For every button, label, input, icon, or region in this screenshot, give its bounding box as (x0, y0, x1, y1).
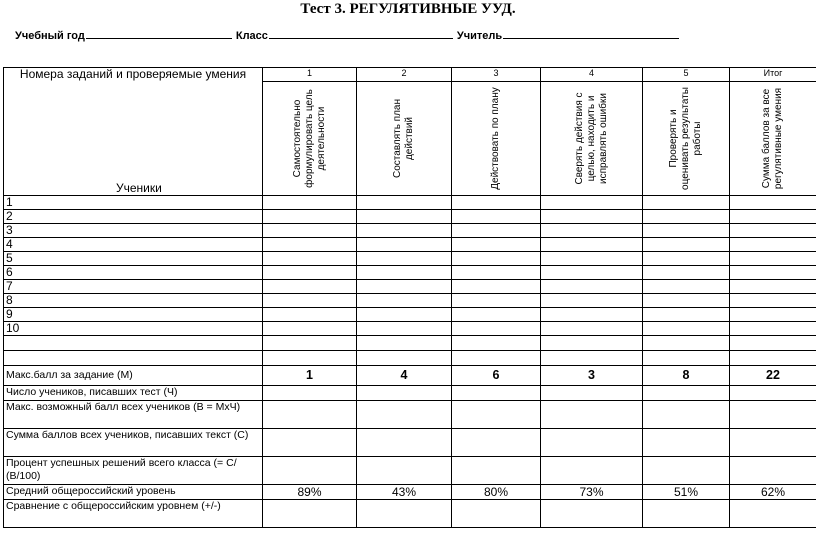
score-cell[interactable] (452, 266, 541, 280)
score-cell[interactable] (357, 224, 452, 238)
score-cell[interactable] (263, 280, 357, 294)
student-number: 1 (4, 196, 263, 210)
summary-row (4, 457, 816, 485)
score-cell[interactable] (643, 196, 730, 210)
summary-value[interactable] (730, 401, 816, 429)
summary-value[interactable] (263, 401, 357, 429)
summary-label: Процент успешных решений всего класса (= С/ (В/100) (4, 457, 263, 485)
score-cell[interactable] (643, 266, 730, 280)
summary-label: Сравнение с общероссийским уровнем (+/-) (4, 500, 263, 528)
score-cell[interactable] (541, 252, 643, 266)
score-cell[interactable] (730, 266, 816, 280)
summary-value: 6 (452, 366, 541, 386)
blank-cell[interactable] (643, 336, 730, 351)
summary-row (4, 366, 816, 386)
blank-cell[interactable] (643, 351, 730, 366)
score-cell[interactable] (730, 280, 816, 294)
score-cell[interactable] (643, 308, 730, 322)
summary-row (4, 500, 816, 528)
student-number: 6 (4, 266, 263, 280)
summary-value[interactable] (643, 401, 730, 429)
task-number-total: Итог (730, 68, 816, 82)
summary-value[interactable] (541, 500, 643, 528)
score-cell[interactable] (643, 294, 730, 308)
summary-value: 8 (643, 366, 730, 386)
score-cell[interactable] (541, 266, 643, 280)
score-cell[interactable] (263, 210, 357, 224)
skill-label-2: Составлять план действий (392, 98, 415, 178)
summary-row (4, 386, 816, 401)
score-cell[interactable] (541, 210, 643, 224)
score-cell[interactable] (541, 196, 643, 210)
summary-value[interactable] (452, 401, 541, 429)
score-cell[interactable] (730, 210, 816, 224)
summary-value[interactable] (541, 401, 643, 429)
summary-row (4, 401, 816, 429)
summary-label: Средний общероссийский уровень (4, 485, 263, 500)
summary-value[interactable] (541, 386, 643, 401)
blank-cell[interactable] (730, 336, 816, 351)
student-number: 9 (4, 308, 263, 322)
score-cell[interactable] (357, 294, 452, 308)
summary-value[interactable] (452, 429, 541, 457)
task-number-5: 5 (643, 68, 730, 82)
score-cell[interactable] (357, 210, 452, 224)
summary-value: 51% (643, 485, 730, 500)
student-row (4, 280, 816, 294)
score-cell[interactable] (730, 308, 816, 322)
teacher-field-line[interactable] (503, 28, 679, 39)
student-row (4, 238, 816, 252)
blank-cell[interactable] (452, 336, 541, 351)
score-cell[interactable] (357, 308, 452, 322)
summary-value[interactable] (541, 457, 643, 485)
score-cell[interactable] (357, 322, 452, 336)
score-cell[interactable] (541, 294, 643, 308)
summary-label: Число учеников, писавших тест (Ч) (4, 386, 263, 401)
student-number: 5 (4, 252, 263, 266)
summary-label: Макс. возможный балл всех учеников (В = МхЧ) (4, 401, 263, 429)
score-cell[interactable] (643, 238, 730, 252)
summary-value[interactable] (730, 429, 816, 457)
summary-row (4, 485, 816, 500)
skill-header-total (730, 82, 816, 196)
score-cell[interactable] (357, 266, 452, 280)
score-cell[interactable] (263, 322, 357, 336)
score-cell[interactable] (730, 224, 816, 238)
skill-header-2 (357, 82, 452, 196)
score-cell[interactable] (541, 308, 643, 322)
summary-value[interactable] (357, 386, 452, 401)
task-number-4: 4 (541, 68, 643, 82)
student-row (4, 294, 816, 308)
summary-value[interactable] (263, 457, 357, 485)
score-cell[interactable] (643, 224, 730, 238)
blank-cell[interactable] (730, 351, 816, 366)
student-number: 7 (4, 280, 263, 294)
student-number: 4 (4, 238, 263, 252)
score-cell[interactable] (357, 196, 452, 210)
summary-value[interactable] (263, 386, 357, 401)
summary-value[interactable] (730, 500, 816, 528)
summary-value[interactable] (452, 386, 541, 401)
score-cell[interactable] (452, 238, 541, 252)
skill-label-4: Сверять действия с целью, находить и исправлять ошибки (573, 91, 609, 185)
score-cell[interactable] (730, 196, 816, 210)
summary-value[interactable] (643, 386, 730, 401)
summary-value[interactable] (263, 500, 357, 528)
student-row (4, 308, 816, 322)
skill-label-1: Самостоятельно формулировать цель деятельности (291, 88, 327, 188)
summary-value[interactable] (452, 500, 541, 528)
student-number: 2 (4, 210, 263, 224)
summary-value: 80% (452, 485, 541, 500)
score-cell[interactable] (452, 280, 541, 294)
student-number: 3 (4, 224, 263, 238)
task-number-1: 1 (263, 68, 357, 82)
summary-value[interactable] (357, 457, 452, 485)
students-label: Ученики (116, 181, 162, 195)
score-cell[interactable] (730, 238, 816, 252)
score-cell[interactable] (452, 308, 541, 322)
score-cell[interactable] (263, 238, 357, 252)
score-cell[interactable] (643, 210, 730, 224)
student-row (4, 252, 816, 266)
score-cell[interactable] (452, 210, 541, 224)
results-table (3, 67, 816, 528)
summary-value: 3 (541, 366, 643, 386)
student-row (4, 322, 816, 336)
score-cell[interactable] (357, 280, 452, 294)
student-row (4, 210, 816, 224)
class-field-line[interactable] (269, 28, 453, 39)
score-cell[interactable] (357, 252, 452, 266)
summary-value: 4 (357, 366, 452, 386)
student-number: 10 (4, 322, 263, 336)
score-cell[interactable] (263, 252, 357, 266)
summary-value[interactable] (643, 429, 730, 457)
blank-row (4, 351, 816, 366)
student-number: 8 (4, 294, 263, 308)
summary-value[interactable] (357, 401, 452, 429)
skill-header-5 (643, 82, 730, 196)
score-cell[interactable] (541, 238, 643, 252)
blank-cell[interactable] (541, 351, 643, 366)
summary-value[interactable] (541, 429, 643, 457)
blank-cell[interactable] (357, 351, 452, 366)
class-label: Класс (235, 30, 268, 42)
task-number-row (4, 68, 816, 82)
summary-value: 89% (263, 485, 357, 500)
blank-cell[interactable] (4, 336, 263, 351)
skill-header-3 (452, 82, 541, 196)
summary-value: 1 (263, 366, 357, 386)
teacher-label: Учитель (456, 30, 503, 42)
summary-row (4, 429, 816, 457)
score-cell[interactable] (730, 322, 816, 336)
score-cell[interactable] (263, 308, 357, 322)
summary-label: Сумма баллов всех учеников, писавших текст (С) (4, 429, 263, 457)
summary-value[interactable] (643, 500, 730, 528)
year-label: Учебный год (15, 30, 85, 42)
skill-label-3: Действовать по плану (490, 86, 501, 190)
skill-label-total: Сумма баллов за все регулятивные умения (761, 87, 784, 189)
score-cell[interactable] (263, 294, 357, 308)
blank-cell[interactable] (263, 351, 357, 366)
student-row (4, 196, 816, 210)
summary-value[interactable] (263, 429, 357, 457)
summary-value[interactable] (357, 429, 452, 457)
summary-value[interactable] (357, 500, 452, 528)
score-cell[interactable] (643, 252, 730, 266)
score-cell[interactable] (357, 238, 452, 252)
score-cell[interactable] (263, 266, 357, 280)
blank-cell[interactable] (4, 351, 263, 366)
skill-header-1 (263, 82, 357, 196)
blank-cell[interactable] (541, 336, 643, 351)
page-title: Тест 3. РЕГУЛЯТИВНЫЕ УУД. (300, 1, 516, 17)
score-cell[interactable] (541, 224, 643, 238)
score-cell[interactable] (452, 294, 541, 308)
score-cell[interactable] (643, 280, 730, 294)
summary-value[interactable] (730, 457, 816, 485)
task-number-3: 3 (452, 68, 541, 82)
form-header-fields (15, 28, 683, 42)
skill-header-4 (541, 82, 643, 196)
score-cell[interactable] (730, 252, 816, 266)
summary-value[interactable] (452, 457, 541, 485)
summary-value[interactable] (643, 457, 730, 485)
year-field-line[interactable] (86, 28, 232, 39)
student-row (4, 224, 816, 238)
summary-value: 22 (730, 366, 816, 386)
summary-value: 43% (357, 485, 452, 500)
corner-title: Номера заданий и проверяемые умения (19, 67, 247, 81)
summary-value: 73% (541, 485, 643, 500)
score-cell[interactable] (643, 322, 730, 336)
student-row (4, 266, 816, 280)
score-cell[interactable] (452, 196, 541, 210)
skill-label-5: Проверять и оценивать результаты работы (668, 86, 703, 190)
summary-label: Макс.балл за задание (М) (4, 366, 263, 386)
corner-cell (4, 68, 263, 196)
summary-value: 62% (730, 485, 816, 500)
score-cell[interactable] (730, 294, 816, 308)
score-cell[interactable] (263, 224, 357, 238)
score-cell[interactable] (541, 322, 643, 336)
blank-row (4, 336, 816, 351)
score-cell[interactable] (452, 252, 541, 266)
blank-cell[interactable] (452, 351, 541, 366)
score-cell[interactable] (452, 224, 541, 238)
score-cell[interactable] (541, 280, 643, 294)
blank-cell[interactable] (263, 336, 357, 351)
task-number-2: 2 (357, 68, 452, 82)
blank-cell[interactable] (357, 336, 452, 351)
score-cell[interactable] (452, 322, 541, 336)
score-cell[interactable] (263, 196, 357, 210)
summary-value[interactable] (730, 386, 816, 401)
